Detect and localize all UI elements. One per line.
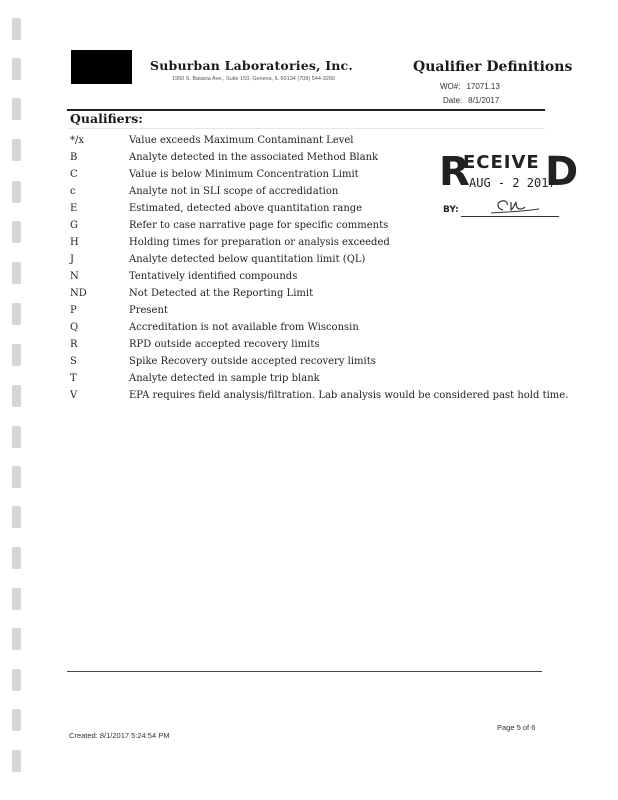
punch-hole: [12, 139, 21, 161]
qualifier-definition: Analyte detected below quantitation limit (QL): [129, 254, 366, 265]
qualifier-code: V: [70, 390, 78, 401]
qualifier-definition: Present: [129, 305, 168, 316]
date-line: [443, 96, 499, 105]
binder-punch-holes: [12, 0, 26, 800]
qualifier-definition: Holding times for preparation or analysis exceeded: [129, 237, 390, 248]
qualifier-definition: Not Detected at the Reporting Limit: [129, 288, 314, 299]
punch-hole: [12, 588, 21, 610]
stamp-signature-line: [461, 216, 559, 217]
punch-hole: [12, 750, 21, 772]
punch-hole: [12, 628, 21, 650]
punch-hole: [12, 344, 21, 366]
qualifier-definition: Analyte not in SLI scope of accredidation: [129, 186, 339, 197]
punch-hole: [12, 221, 21, 243]
qualifier-row: [70, 302, 568, 319]
work-order-label: WO#:: [440, 82, 461, 91]
qualifier-code: P: [70, 305, 77, 316]
punch-hole: [12, 18, 21, 40]
qualifier-definition: EPA requires field analysis/filtration. Lab analysis would be considered past hold time.: [129, 390, 569, 401]
stamp-letters: ECEIVE: [463, 152, 540, 173]
qualifier-row: [70, 387, 568, 404]
qualifiers-heading: Qualifiers:: [70, 111, 143, 126]
punch-hole: [12, 466, 21, 488]
footer-divider: [67, 671, 542, 672]
qualifier-code: E: [70, 203, 78, 214]
stamp-date: AUG - 2 2017: [469, 176, 556, 190]
qualifier-code: ND: [70, 288, 87, 299]
company-address: 1950 S. Batavia Ave., Suite 150, Geneva, IL 60134 (708) 544-3260: [172, 76, 335, 82]
qualifier-row: [70, 234, 568, 251]
qualifier-code: Q: [70, 322, 79, 333]
punch-hole: [12, 385, 21, 407]
qualifier-row: [70, 268, 568, 285]
qualifier-definition: Analyte detected in the associated Method Blank: [129, 152, 379, 163]
qualifier-code: B: [70, 152, 78, 163]
punch-hole: [12, 547, 21, 569]
company-name: Suburban Laboratories, Inc.: [150, 58, 353, 73]
qualifier-definition: RPD outside accepted recovery limits: [129, 339, 320, 350]
qualifier-row: [70, 319, 568, 336]
punch-hole: [12, 506, 21, 528]
qualifier-row: [70, 336, 568, 353]
stamp-letter-d: D: [545, 149, 579, 195]
qualifier-code: N: [70, 271, 79, 282]
work-order-value: 17071.13: [466, 82, 500, 91]
date-value: 8/1/2017: [468, 96, 500, 105]
qualifier-row: [70, 370, 568, 387]
handwritten-initials: [489, 197, 541, 217]
qualifier-code: c: [70, 186, 76, 197]
qualifier-definition: Tentatively identified compounds: [129, 271, 298, 282]
created-timestamp: Created: 8/1/2017 5:24:54 PM: [69, 731, 170, 740]
qualifier-code: S: [70, 356, 77, 367]
received-stamp: [439, 149, 579, 220]
punch-hole: [12, 303, 21, 325]
redacted-logo: [71, 50, 132, 84]
qualifier-definition: Value exceeds Maximum Contaminant Level: [129, 135, 354, 146]
qualifier-code: */x: [70, 135, 85, 146]
page-title: Qualifier Definitions: [413, 59, 573, 75]
qualifier-code: T: [70, 373, 77, 384]
qualifier-definition: Estimated, detected above quantitation range: [129, 203, 363, 214]
work-order-line: [440, 82, 500, 91]
punch-hole: [12, 426, 21, 448]
qualifier-definition: Analyte detected in sample trip blank: [129, 373, 320, 384]
stamp-by-label: BY:: [443, 205, 459, 215]
qualifier-definition: Value is below Minimum Concentration Limit: [129, 169, 359, 180]
qualifier-definition: Spike Recovery outside accepted recovery limits: [129, 356, 376, 367]
punch-hole: [12, 58, 21, 80]
qualifier-row: [70, 285, 568, 302]
qualifier-row: [70, 353, 568, 370]
qualifier-row: [70, 132, 568, 149]
punch-hole: [12, 262, 21, 284]
section-divider: [67, 128, 545, 129]
qualifier-code: R: [70, 339, 78, 350]
page-number: Page 5 of 6: [497, 723, 536, 732]
punch-hole: [12, 669, 21, 691]
qualifier-definition: Accreditation is not available from Wisconsin: [129, 322, 359, 333]
qualifier-code: H: [70, 237, 79, 248]
qualifier-code: C: [70, 169, 78, 180]
date-label: Date:: [443, 96, 463, 105]
qualifier-row: [70, 251, 568, 268]
stamp-letter-r: R: [439, 149, 470, 195]
qualifier-code: J: [70, 254, 75, 265]
punch-hole: [12, 98, 21, 120]
qualifier-code: G: [70, 220, 78, 231]
qualifier-definition: Refer to case narrative page for specific comments: [129, 220, 389, 231]
punch-hole: [12, 181, 21, 203]
punch-hole: [12, 709, 21, 731]
